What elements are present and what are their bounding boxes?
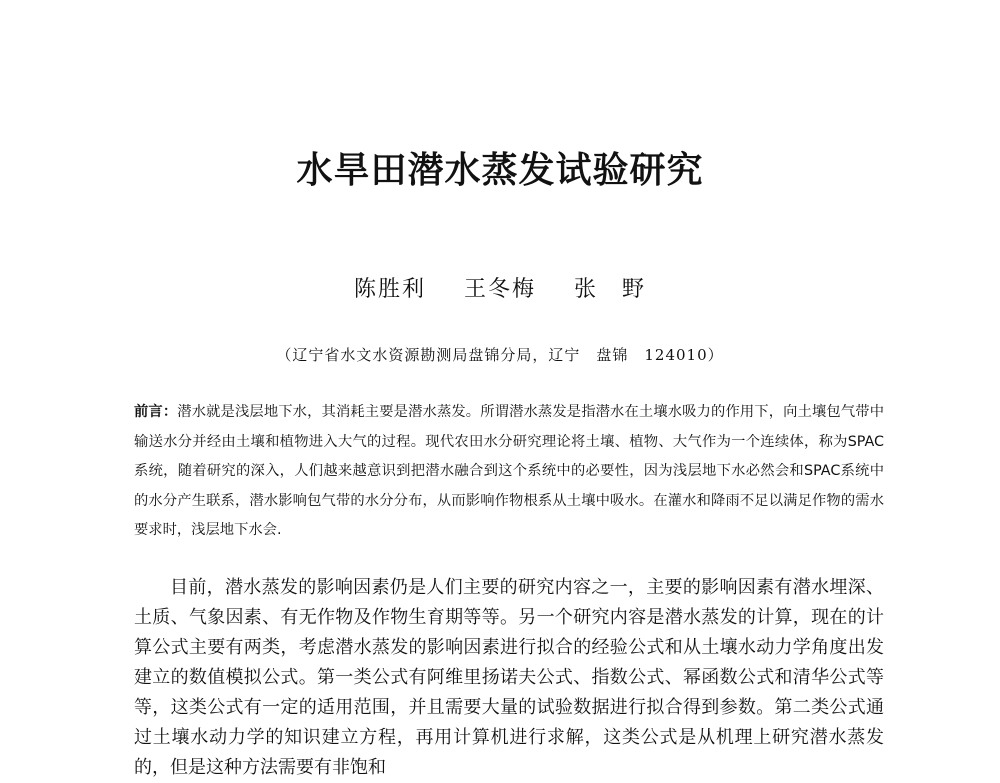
body-paragraph: 目前，潜水蒸发的影响因素仍是人们主要的研究内容之一，主要的影响因素有潜水埋深、土质、气象因素、有无作物及作物生育期等等。另一个研究内容是潜水蒸发的计算，现在的计算公式主要有两类，考虑潜水蒸发的影响因素进行拟合的经验公式和从土壤水动力学角度出发建立的数值模拟公式。第一类公式有阿维里扬诺夫公式、指数公式、幂函数公式和清华公式等等，这类公式有一定的适用范围，并且需要大量的试验数据进行拟合得到参数。第二类公式通过土壤水动力学的知识建立方程，再用计算机进行求解，这类公式是从机理上研究潜水蒸发的，但是这种方法需要有非饱和 (134, 577, 884, 778)
author-list (0, 272, 1000, 303)
abstract-paragraph (134, 398, 884, 546)
author-name: 陈胜利 (353, 277, 426, 302)
author-name: 张 野 (574, 277, 647, 302)
abstract-text: 潜水就是浅层地下水，其消耗主要是潜水蒸发。所谓潜水蒸发是指潜水在土壤水吸力的作用下，向土壤包气带中输送水分并经由土壤和植物进入大气的过程。现代农田水分研究理论将土壤、植物、大气作为一个连续体，称为SPAC系统，随着研究的深入，人们越来越意识到把潜水融合到这个系统中的必要性，因为浅层地下水必然会和SPAC系统中的水分产生联系，潜水影响包气带的水分分布，从而影响作物根系从土壤中吸水。在灌水和降雨不足以满足作物的需水要求时，浅层地下水会. (134, 404, 884, 538)
paper-title: 水旱田潜水蒸发试验研究 (296, 150, 704, 191)
author-name: 王冬梅 (463, 277, 536, 302)
author-affiliation: （辽宁省水文水资源勘测局盘锦分局，辽宁 盘锦 124010） (276, 346, 724, 364)
abstract-label: 前言： (134, 404, 178, 420)
